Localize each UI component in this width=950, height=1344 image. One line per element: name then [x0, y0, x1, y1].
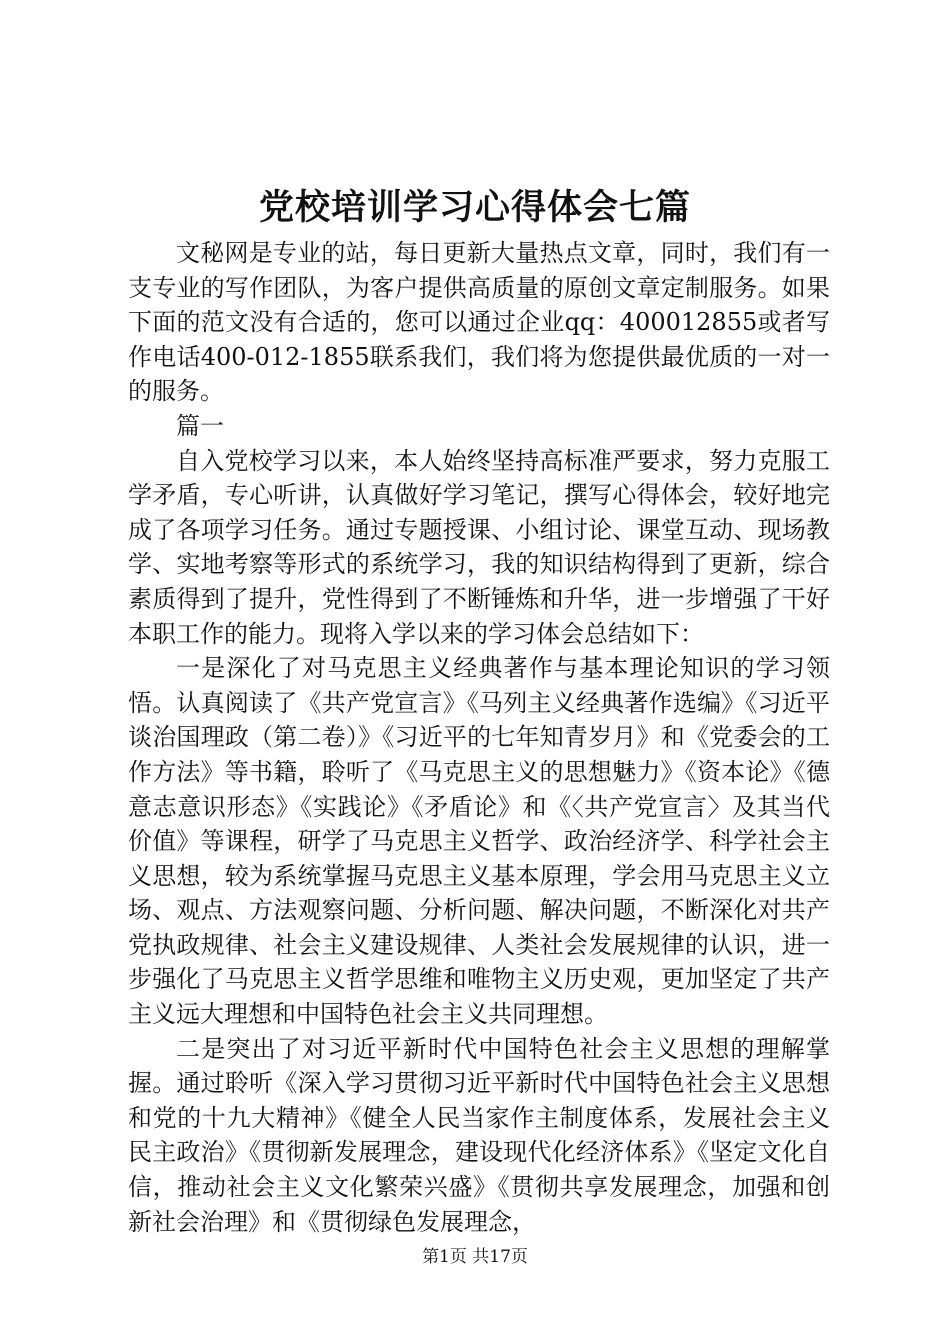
document-title: 党校培训学习心得体会七篇 — [258, 187, 691, 228]
section-heading: 篇一 — [176, 411, 224, 440]
page-footer: 第1页 共17页 — [422, 1247, 528, 1267]
document-body — [128, 236, 830, 1239]
body-paragraph: 二是突出了对习近平新时代中国特色社会主义思想的理解掌握。通过聆听《深入学习贯彻习近平新时代中国特色社会主义思想和党的十九大精神》《健全人民当家作主制度体系，发展社会主义民主政治》《贯彻新发展理念，建设现代化经济体系》《坚定文化自信，推动社会主义文化繁荣兴盛》《贯彻共享发展理念，加强和创新社会治理》和《贯彻绿色发展理念， — [128, 1034, 830, 1236]
body-paragraph: 一是深化了对马克思主义经典著作与基本理论知识的学习领悟。认真阅读了《共产党宣言》《马列主义经典著作选编》《习近平谈治国理政（第二卷）》《习近平的七年知青岁月》和《党委会的工作方法》等书籍，聆听了《马克思主义的思想魅力》《资本论》《德意志意识形态》《实践论》《矛盾论》和《〈共产党宣言〉及其当代价值》等课程，研学了马克思主义哲学、政治经济学、科学社会主义思想，较为系统掌握马克思主义基本原理，学会用马克思主义立场、观点、方法观察问题、分析问题、解决问题，不断深化对共产党执政规律、社会主义建设规律、人类社会发展规律的认识，进一步强化了马克思主义哲学思维和唯物主义历史观，更加坚定了共产主义远大理想和中国特色社会主义共同理想。 — [128, 654, 830, 1029]
intro-paragraph: 文秘网是专业的站，每日更新大量热点文章，同时，我们有一支专业的写作团队，为客户提供高质量的原创文章定制服务。如果下面的范文没有合适的，您可以通过企业qq：400012855或者写作电话400-012-1855联系我们，我们将为您提供最优质的一对一的服务。 — [128, 239, 830, 406]
body-paragraph: 自入党校学习以来，本人始终坚持高标准严要求，努力克服工学矛盾，专心听讲，认真做好学习笔记，撰写心得体会，较好地完成了各项学习任务。通过专题授课、小组讨论、课堂互动、现场教学、实地考察等形式的系统学习，我的知识结构得到了更新，综合素质得到了提升，党性得到了不断锤炼和升华，进一步增强了干好本职工作的能力。现将入学以来的学习体会总结如下： — [128, 446, 830, 648]
